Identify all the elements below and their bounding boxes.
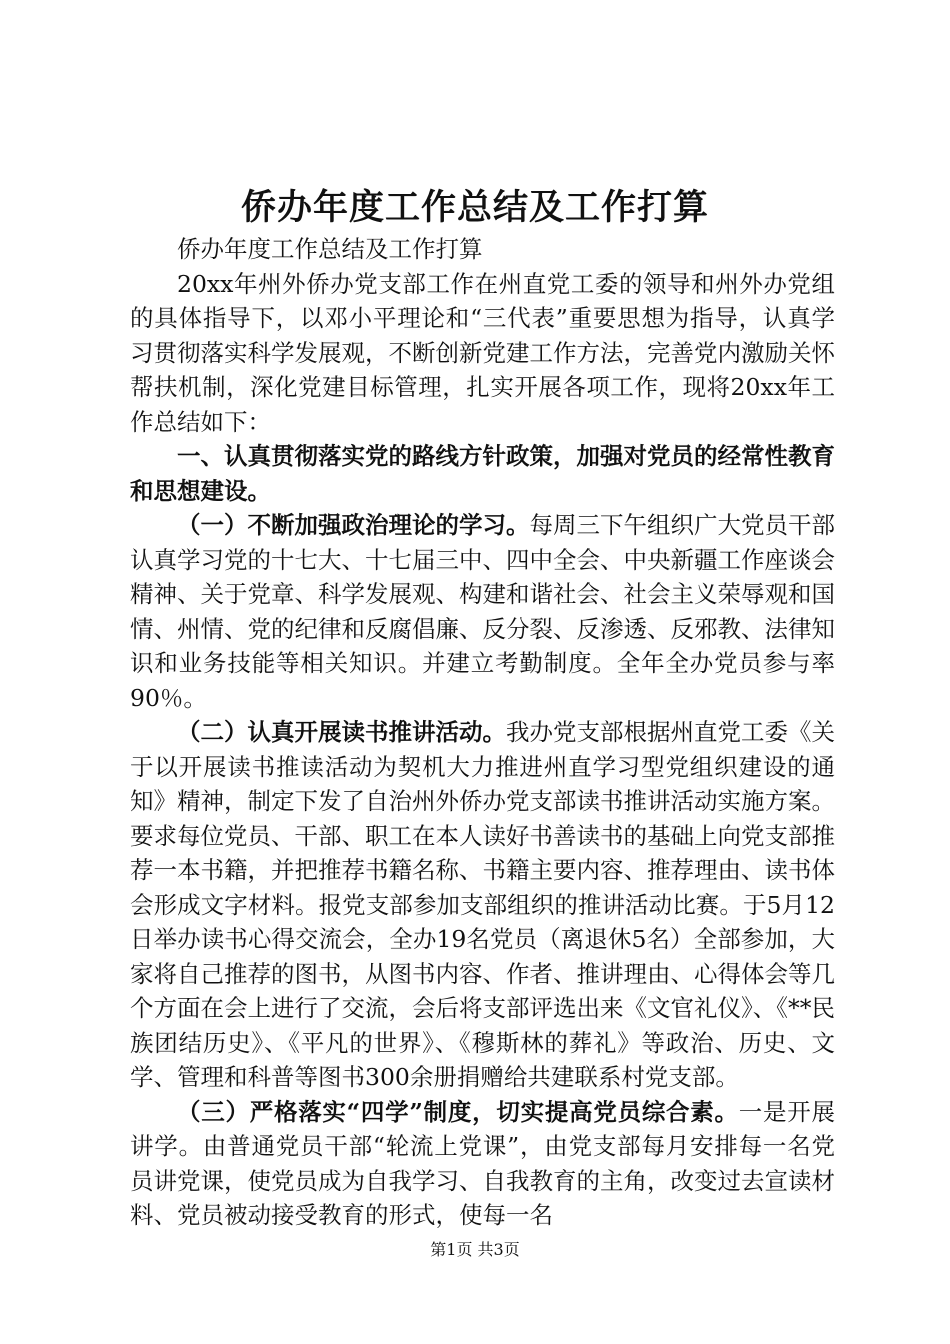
item-lead-2: （二）认真开展读书推讲活动。 xyxy=(177,718,506,746)
item-paragraph-2 xyxy=(130,715,835,1095)
document-subtitle: 侨办年度工作总结及工作打算 xyxy=(177,235,483,263)
item-text-3: 一是开展讲学。由普通党员干部“轮流上党课”，由党支部每月安排每一名党员讲党课，使党员成为自我学习、自我教育的主角，改变过去宣读材料、党员被动接受教育的形式，使每一名 xyxy=(130,1097,835,1229)
document-body xyxy=(130,232,835,1233)
item-paragraph-3 xyxy=(130,1095,835,1233)
item-paragraph-1 xyxy=(130,508,835,715)
document-title: 侨办年度工作总结及工作打算 xyxy=(240,187,709,228)
item-lead-3: （三）严格落实“四学”制度，切实提高党员综合素。 xyxy=(177,1097,739,1126)
item-lead-1: （一）不断加强政治理论的学习。 xyxy=(177,511,530,539)
item-text-1: 每周三下午组织广大党员干部认真学习党的十七大、十七届三中、四中全会、中央新疆工作座谈会精神、关于党章、科学发展观、构建和谐社会、社会主义荣辱观和国情、州情、党的纪律和反腐倡廉、反分裂、反渗透、反邪教、法律知识和业务技能等相关知识。并建立考勤制度。全年全办党员参与率90％。 xyxy=(130,511,835,712)
page-total: 共3页 xyxy=(477,1240,520,1259)
page-number: 第1页 xyxy=(430,1240,473,1259)
item-text-2: 我办党支部根据州直党工委《关于以开展读书推读活动为契机大力推进州直学习型党组织建设的通知》精神，制定下发了自治州外侨办党支部读书推讲活动实施方案。要求每位党员、干部、职工在本人读好书善读书的基础上向党支部推荐一本书籍，并把推荐书籍名称、书籍主要内容、推荐理由、读书体会形成文字材料。报党支部参加支部组织的推讲活动比赛。于5月12日举办读书心得交流会，全办19名党员（离退休5名）全部参加，大家将自己推荐的图书，从图书内容、作者、推讲理由、心得体会等几个方面在会上进行了交流，会后将支部评选出来《文官礼仪》、《**民族团结历史》、《平凡的世界》、《穆斯林的葬礼》等政治、历史、文学、管理和科普等图书300余册捐赠给共建联系村党支部。 xyxy=(130,718,835,1091)
intro-paragraph: 20xx年州外侨办党支部工作在州直党工委的领导和州外办党组的具体指导下，以邓小平理论和“三代表”重要思想为指导，认真学习贯彻落实科学发展观，不断创新党建工作方法，完善党内激励关怀帮扶机制，深化党建目标管理，扎实开展各项工作，现将20xx年工作总结如下： xyxy=(130,269,835,436)
section-heading-1: 一、认真贯彻落实党的路线方针政策，加强对党员的经常性教育和思想建设。 xyxy=(130,442,835,505)
page-footer xyxy=(0,1240,950,1260)
